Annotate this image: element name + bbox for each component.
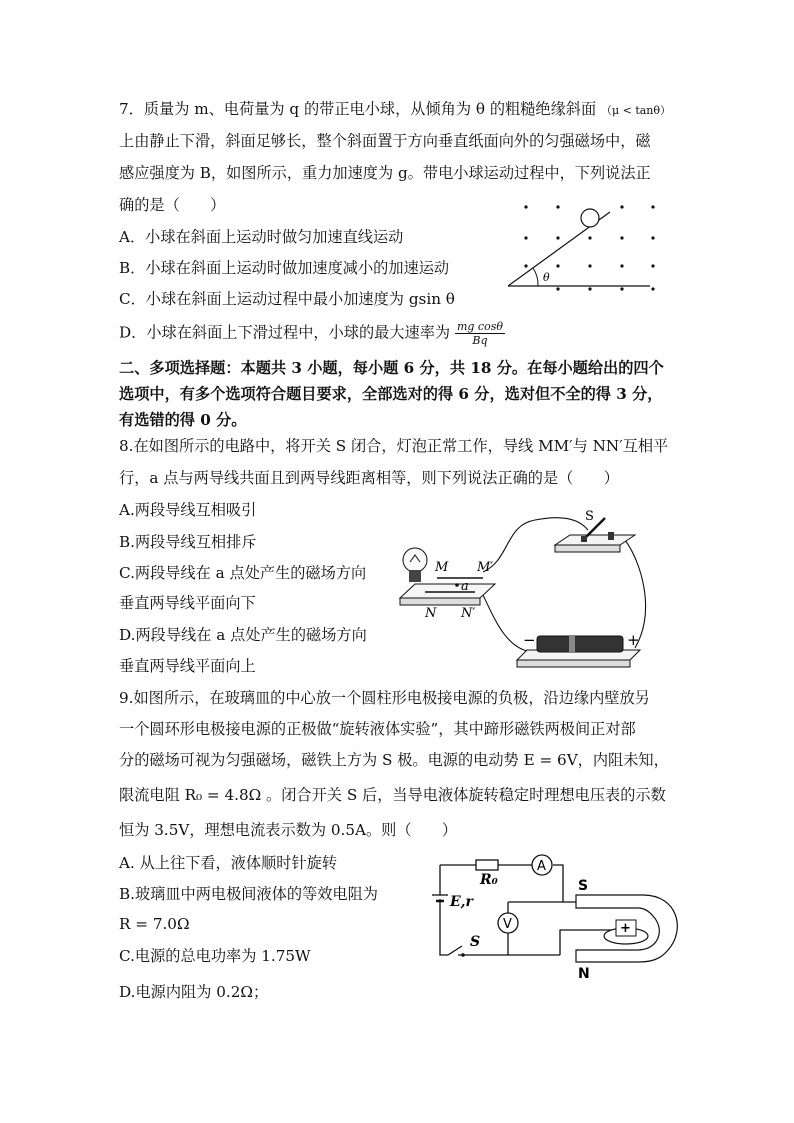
q8-option-c-line1: C.两段导线在 a 点处产生的磁场方向: [119, 564, 367, 582]
q7-option-b: B．小球在斜面上运动时做加速度减小的加速运动: [119, 259, 450, 277]
q9-option-a: A. 从上往下看，液体顺时针旋转: [119, 854, 338, 872]
charged-ball: [581, 209, 599, 227]
q8-circuit-figure: [395, 500, 665, 672]
q9-option-c: C.电源的总电功率为 1.75W: [119, 947, 311, 965]
switch-board-front: [555, 545, 620, 552]
fraction-denominator: Bq: [472, 334, 488, 347]
q9-line5: 恒为 3.5V，理想电流表示数为 0.5A。则（ ）: [119, 821, 458, 839]
label-m: M: [435, 560, 449, 575]
q8-line2: 行，a 点与两导线共面且到两导线距离相等，则下列说法正确的是（ ）: [119, 469, 619, 487]
q7-condition: （μ < tanθ）: [600, 104, 672, 117]
ammeter-label: A: [537, 859, 546, 874]
q7-option-d: [119, 320, 505, 347]
magnet-s-label: S: [578, 878, 589, 894]
q7-line2: 上由静止下滑，斜面足够长，整个斜面置于方向垂直纸面向外的匀强磁场中，磁: [119, 132, 651, 150]
wire-board-front: [400, 598, 480, 605]
label-n-prime: N′: [461, 606, 476, 621]
fraction-numerator: mg cosθ: [456, 320, 503, 333]
q8-line1: 8.在如图所示的电路中，将开关 S 闭合，灯泡正常工作，导线 MM′与 NN′互相平: [119, 437, 669, 455]
section2-line1: 二、多项选择题：本题共 3 小题，每小题 6 分，共 18 分。在每小题给出的四个: [119, 359, 664, 377]
angle-arc: [533, 268, 538, 286]
dish-plus-label: +: [620, 921, 631, 936]
q7-option-d-text: D．小球在斜面上下滑过程中，小球的最大速率为: [119, 323, 451, 342]
section2-line3: 有选错的得 0 分。: [119, 411, 247, 429]
switch-board-top: [555, 535, 635, 545]
q9-line4: 限流电阻 R₀ = 4.8Ω 。闭合开关 S 后，当导电液体旋转稳定时理想电压表的示数: [119, 786, 666, 804]
label-n: N: [425, 606, 437, 621]
voltmeter-label: V: [503, 917, 512, 932]
switch-label: S: [470, 934, 481, 950]
r0-label: R₀: [480, 872, 498, 888]
theta-label: θ: [543, 271, 550, 284]
wire-board-top: [400, 584, 495, 598]
q7-line4: 确的是（ ）: [119, 196, 226, 214]
magnet-n-label: N: [578, 966, 590, 980]
q7-line3: 感应强度为 B，如图所示，重力加速度为 g。带电小球运动过程中，下列说法正: [119, 164, 651, 182]
battery-minus-label: −: [523, 631, 536, 649]
q8-option-d-line2: 垂直两导线平面向上: [119, 657, 256, 675]
q8-option-d-line1: D.两段导线在 a 点处产生的磁场方向: [119, 626, 367, 644]
switch-terminal: [608, 532, 614, 540]
resistor-r0: [476, 860, 498, 870]
q9-option-d: D.电源内阻为 0.2Ω；: [119, 983, 269, 1001]
switch-contact: [461, 953, 465, 957]
point-a: [455, 583, 459, 587]
wire-left: [440, 865, 560, 955]
q9-line1: 9.如图所示，在玻璃皿的中心放一个圆柱形电极接电源的负极，沿边缘内壁放另: [119, 689, 650, 707]
q9-option-b-line2: R = 7.0Ω: [119, 915, 190, 933]
q9-line3: 分的磁场可视为匀强磁场，磁铁上方为 S 极。电源的电动势 E = 6V，内阻未知，: [119, 751, 669, 769]
q9-line2: 一个圆环形电极接电源的正极做“旋转液体实验”，其中蹄形磁铁两极间正对部: [119, 720, 636, 738]
source-label: E,r: [450, 894, 473, 910]
battery-plus-label: +: [627, 631, 640, 649]
q7-option-c: C．小球在斜面上运动过程中最小加速度为 gsin θ: [119, 290, 455, 308]
label-m-prime: M′: [477, 560, 494, 575]
q7-option-a: A．小球在斜面上运动时做匀加速直线运动: [119, 228, 404, 246]
switch-label: S: [585, 509, 594, 524]
q9-option-b-line1: B.玻璃皿中两电极间液体的等效电阻为: [119, 885, 378, 903]
q7-incline-figure: [500, 196, 660, 298]
battery-cells: [537, 636, 623, 652]
q7-text: [119, 99, 671, 121]
label-a: a: [461, 579, 469, 594]
q7-line1: 7．质量为 m、电荷量为 q 的带正电小球，从倾角为 θ 的粗糙绝缘斜面: [119, 100, 597, 118]
q9-circuit-figure: [428, 850, 688, 980]
switch-post: [581, 536, 587, 542]
q8-option-c-line2: 垂直两导线平面向下: [119, 594, 256, 612]
bulb-glass: [403, 548, 427, 572]
wire-to-magnet: [553, 865, 576, 902]
q8-option-b: B.两段导线互相排斥: [119, 533, 257, 551]
section2-line2: 选项中，有多个选项符合题目要求，全部选对的得 6 分，选对但不全的得 3 分，: [119, 385, 663, 403]
bulb-base: [409, 570, 421, 582]
battery-board-front: [517, 660, 630, 667]
q7-max-speed-fraction: [455, 320, 505, 347]
battery-divider: [569, 636, 575, 652]
q8-option-a: A.两段导线互相吸引: [119, 501, 257, 519]
